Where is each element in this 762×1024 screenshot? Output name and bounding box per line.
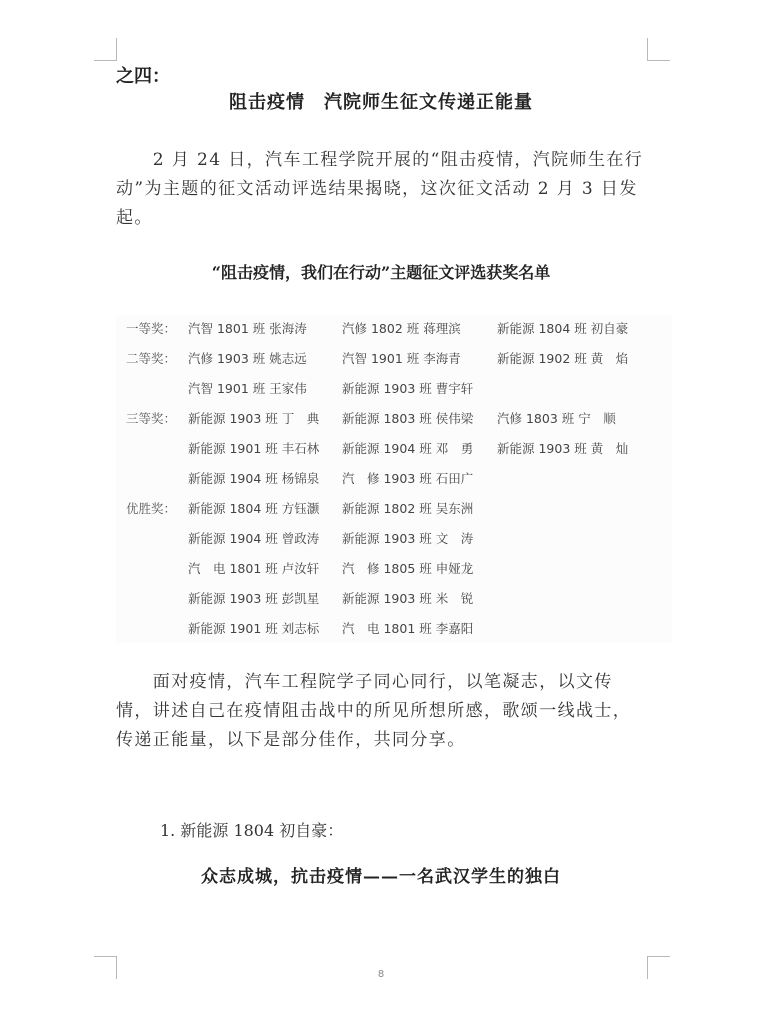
page-number: 8 (377, 969, 385, 980)
award-winner: 新能源 1904 班 杨锦泉 (188, 471, 320, 486)
award-winner: 汽 修 1903 班 石田广 (342, 471, 474, 486)
summary-paragraph: 面对疫情，汽车工程院学子同心同行，以笔凝志，以文传情，讲述自己在疫情阻击战中的所见所想所感，歌颂一线战士，传递正能量，以下是部分佳作，共同分享。 (116, 672, 632, 750)
page-title: 阻击疫情 汽院师生征文传递正能量 (229, 92, 533, 113)
essay-title: 众志成城，抗击疫情——一名武汉学生的独白 (201, 867, 561, 887)
award-winner: 新能源 1903 班 彭凯星 (188, 591, 320, 606)
award-winner: 汽修 1903 班 姚志远 (188, 351, 307, 366)
award-winner: 汽 电 1801 班 卢汝轩 (188, 561, 320, 576)
award-winner: 新能源 1903 班 丁 典 (188, 411, 320, 426)
award-winner: 新能源 1901 班 刘志标 (188, 621, 320, 636)
award-winner: 汽修 1802 班 蒋理滨 (342, 321, 461, 336)
award-winner: 新能源 1804 班 方钰灏 (188, 501, 320, 516)
award-level-label: 优胜奖： (126, 501, 177, 516)
award-winner: 汽 修 1805 班 申娅龙 (342, 561, 474, 576)
award-winner: 新能源 1903 班 文 涛 (342, 531, 474, 546)
award-winner: 汽智 1801 班 张海涛 (188, 321, 307, 336)
crop-mark-top-right (647, 38, 670, 61)
award-winner: 汽智 1901 班 王家伟 (188, 381, 307, 396)
award-winner: 新能源 1903 班 米 锐 (342, 591, 474, 606)
award-level-label: 三等奖： (126, 411, 177, 426)
award-winner: 新能源 1804 班 初自豪 (497, 321, 629, 336)
award-winner: 汽修 1803 班 宁 顺 (497, 411, 616, 426)
award-winner: 汽智 1901 班 李海青 (342, 351, 461, 366)
essay-author-heading: 1. 新能源 1804 初自豪： (160, 821, 344, 840)
award-list-title: “阻击疫情，我们在行动”主题征文评选获奖名单 (211, 263, 551, 282)
award-winner: 新能源 1803 班 侯伟梁 (342, 411, 474, 426)
award-winner: 新能源 1802 班 吴东洲 (342, 501, 474, 516)
award-winner: 新能源 1903 班 曹宇轩 (342, 381, 474, 396)
crop-mark-top-left (94, 38, 117, 61)
award-level-label: 一等奖： (126, 321, 177, 336)
intro-paragraph: 2 月 24 日，汽车工程学院开展的“阻击疫情，汽院师生在行动”为主题的征文活动评选结果揭晓，这次征文活动 2 月 3 日发起。 (116, 150, 644, 228)
award-winner: 新能源 1904 班 邓 勇 (342, 441, 474, 456)
section-label: 之四： (116, 66, 170, 87)
award-winner: 新能源 1904 班 曾政涛 (188, 531, 320, 546)
award-winner: 汽 电 1801 班 李嘉阳 (342, 621, 474, 636)
award-winner: 新能源 1903 班 黄 灿 (497, 441, 629, 456)
award-list (116, 315, 672, 643)
award-level-label: 二等奖： (126, 351, 177, 366)
award-winner: 新能源 1901 班 丰石林 (188, 441, 320, 456)
award-winner: 新能源 1902 班 黄 焰 (497, 351, 629, 366)
